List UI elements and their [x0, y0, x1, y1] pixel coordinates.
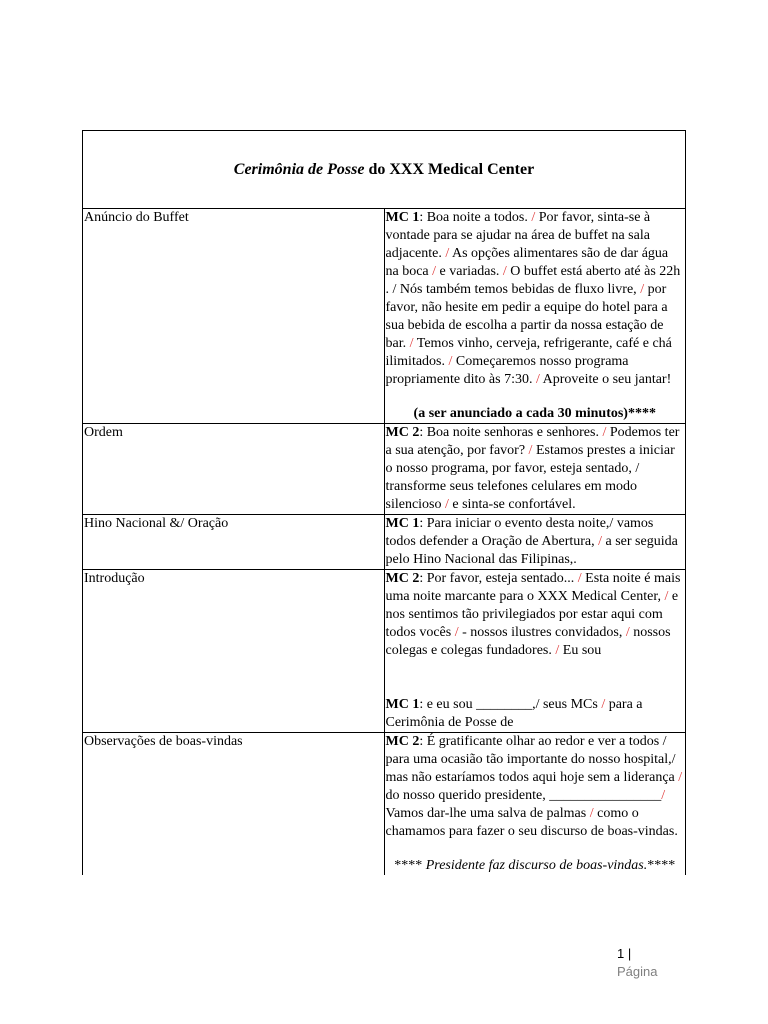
script-text: : Boa noite senhoras e senhores. / Podemos ter a sua atenção, por favor? / Estamos prestes a iniciar o nosso programa, por favor, esteja sentado, / transforme seus telefones celulares em modo silencioso / e sinta-se confortável. — [385, 425, 680, 512]
table-row — [83, 733, 686, 876]
speaker-label: MC 2 — [385, 425, 420, 440]
script-text: : Boa noite a todos. / Por favor, sinta-se à vontade para se ajudar na área de buffet na sala adjacente. / As opções alimentares são de dar água na boca / e variadas. / O buffet está aberto até às 22h . / Nós também temos bebidas de fluxo livre, / por favor, não hesite em pedir a equipe do hotel para a sua bebida de escolha a partir da nossa estação de bar. / Temos vinho, cerveja, refrigerante, café e chá ilimitados. / Começaremos nosso programa propriamente dito às 7:30. / Aproveite o seu jantar! — [385, 210, 681, 387]
row-label: Observações de boas-vindas — [83, 733, 385, 876]
script-text-b: : e eu sou ________,/ seus MCs / para a Cerimônia de Posse de — [385, 697, 643, 730]
speech-note: **** Presidente faz discurso de boas-vindas.**** — [394, 858, 676, 873]
row-script — [384, 733, 686, 876]
row-script — [384, 424, 686, 515]
title-row — [83, 131, 686, 209]
row-label: Introdução — [83, 570, 385, 733]
speaker-label-b: MC 1 — [385, 697, 420, 712]
row-label: Hino Nacional &/ Oração — [83, 515, 385, 570]
page-title — [83, 131, 686, 209]
row-script — [384, 515, 686, 570]
row-label: Ordem — [83, 424, 385, 515]
speaker-label: MC 1 — [385, 516, 420, 531]
table-row — [83, 570, 686, 733]
script-text: : Para iniciar o evento desta noite,/ vamos todos defender a Oração de Abertura, / a ser seguida pelo Hino Nacional das Filipinas,. — [385, 516, 678, 567]
row-script — [384, 570, 686, 733]
row-label: Anúncio do Buffet — [83, 209, 385, 424]
table-row — [83, 515, 686, 570]
title-rest: do XXX Medical Center — [364, 160, 535, 178]
speaker-label: MC 1 — [385, 210, 420, 225]
table-row — [83, 209, 686, 424]
page-label: Página — [617, 964, 658, 979]
speaker-label: MC 2 — [385, 571, 420, 586]
announcement-note: (a ser anunciado a cada 30 minutos)**** — [413, 406, 656, 421]
speaker-label: MC 2 — [385, 734, 420, 749]
script-text: : É gratificante olhar ao redor e ver a todos / para uma ocasião tão importante do nosso hospital,/ mas não estaríamos todos aqui hoje sem a liderança / do nosso querido presidente, ________________/ Vamos dar-lhe uma salva de palmas / como o chamamos para fazer o seu discurso de boas-vindas. — [385, 734, 683, 839]
title-italic: Cerimônia de Posse — [233, 160, 365, 178]
script-text: : Por favor, esteja sentado... / Esta noite é mais uma noite marcante para o XXX Medical Center, / e nos sentimos tão privilegiados por estar aqui com todos vocês / - nossos ilustres convidados, / nossos colegas e colegas fundadores. / Eu sou — [385, 571, 681, 658]
page-number: 1 | — [617, 946, 632, 961]
page-footer — [617, 945, 657, 981]
row-script — [384, 209, 686, 424]
table-row — [83, 424, 686, 515]
ceremony-script-table — [82, 130, 686, 875]
